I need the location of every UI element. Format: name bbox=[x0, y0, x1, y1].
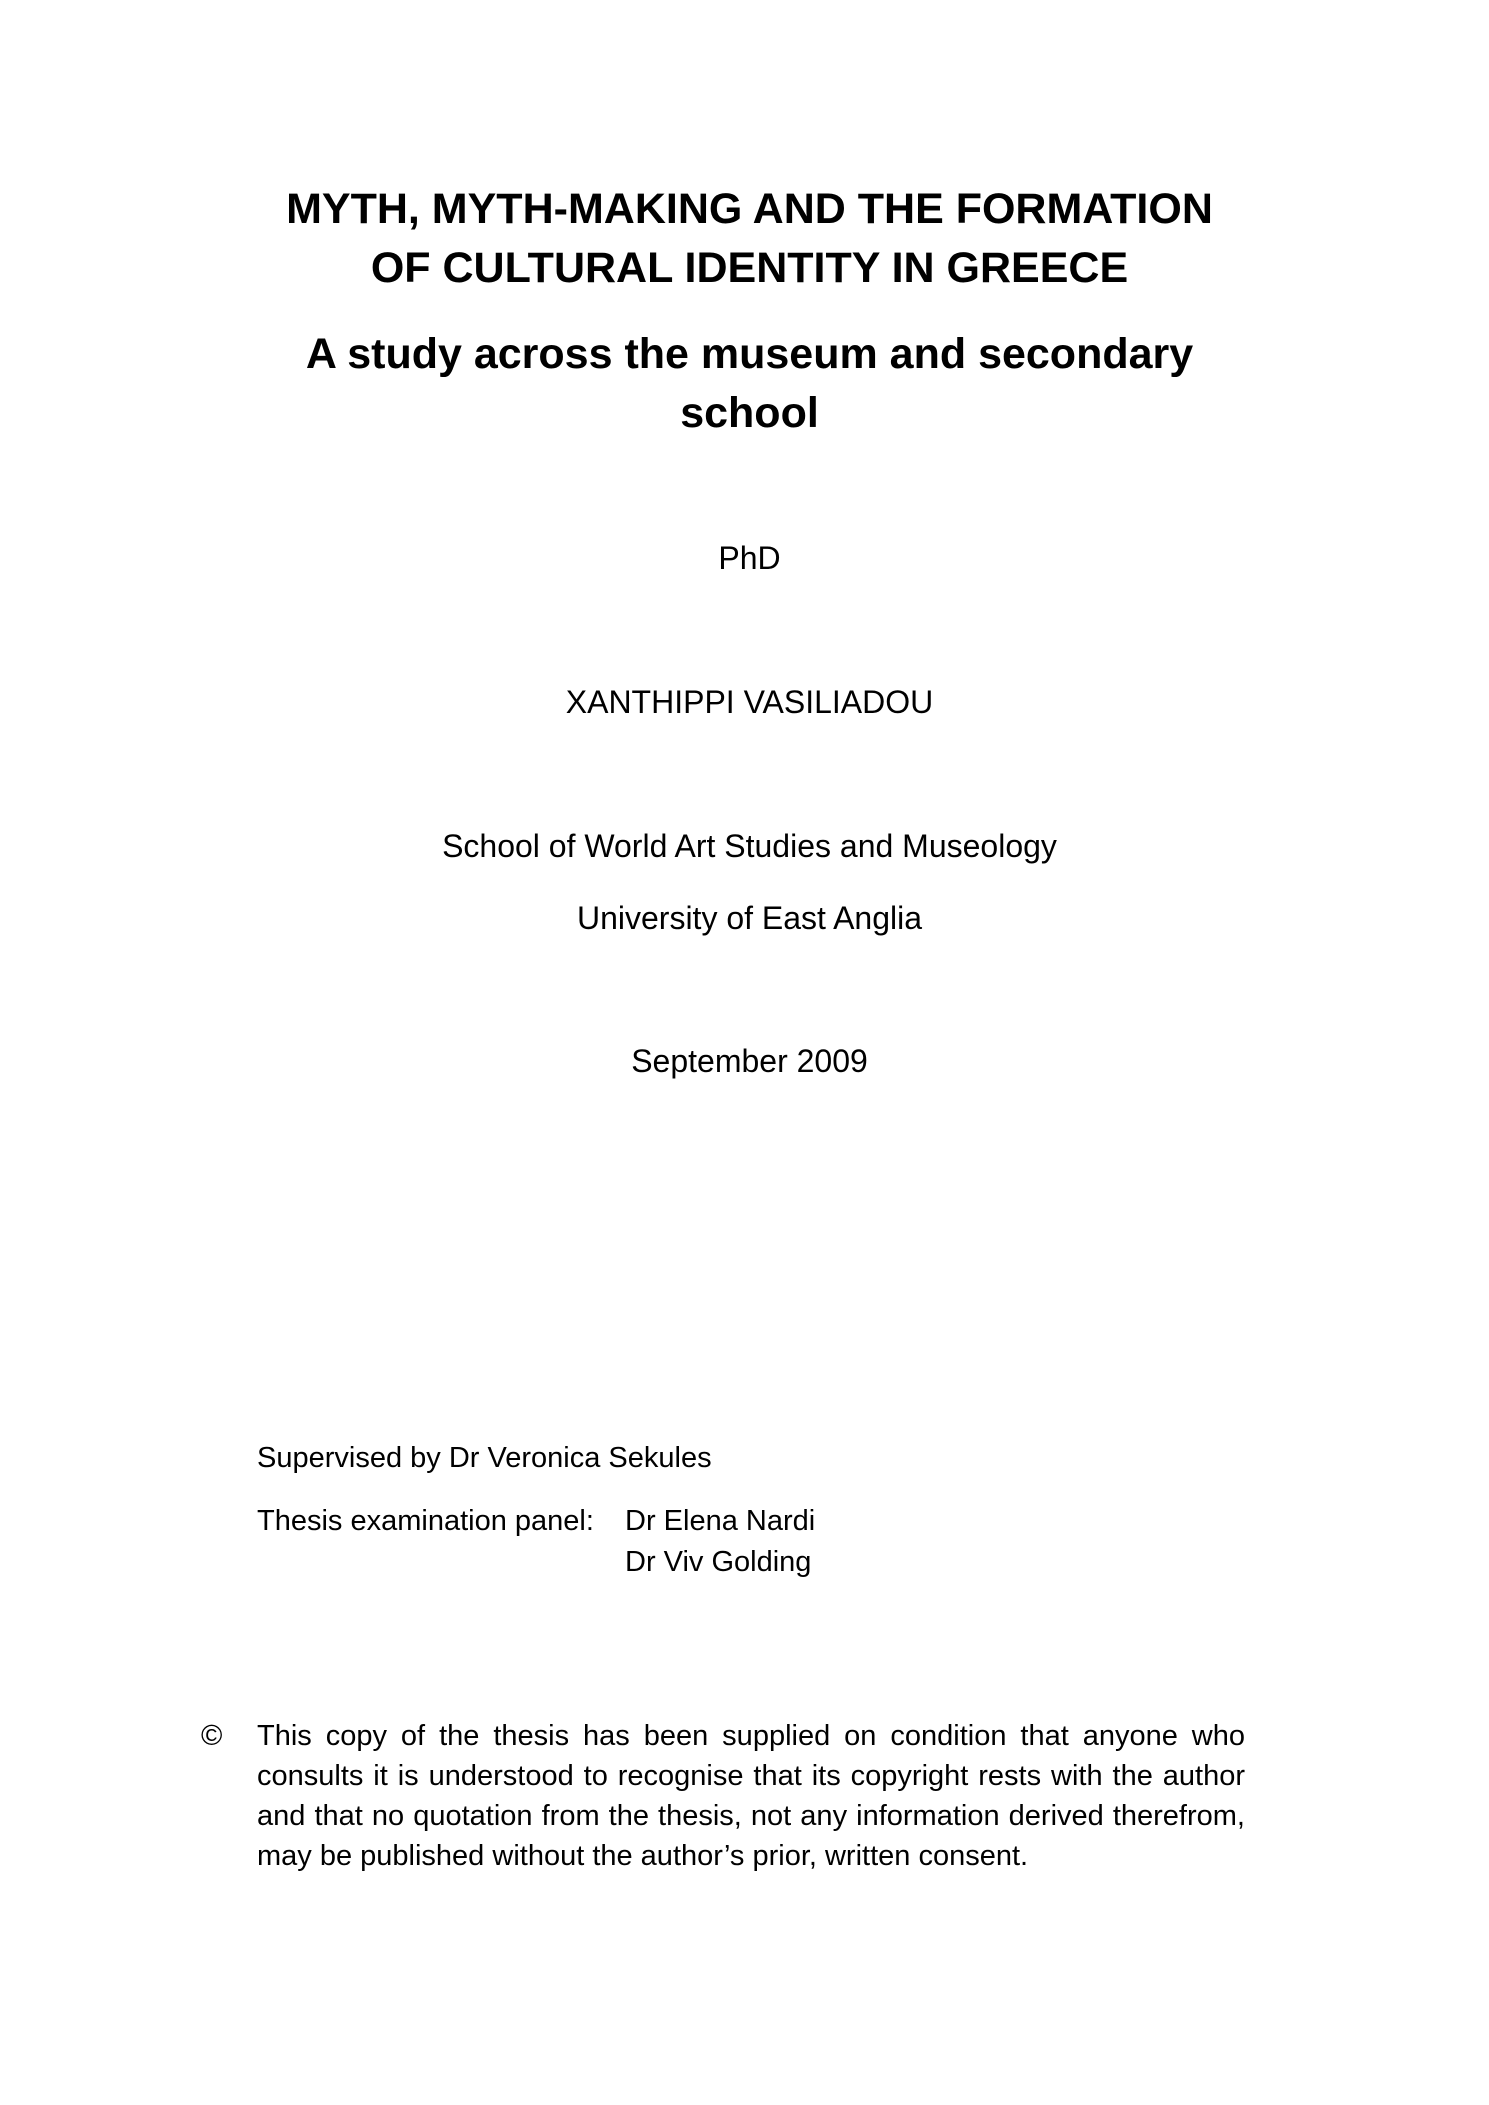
thesis-subtitle-line-2: school bbox=[680, 389, 819, 437]
degree: PhD bbox=[718, 540, 781, 576]
thesis-subtitle-line-1: A study across the museum and secondary bbox=[305, 330, 1194, 378]
school-name: School of World Art Studies and Museology bbox=[442, 828, 1057, 864]
author-name: XANTHIPPI VASILIADOU bbox=[565, 684, 934, 720]
supervisor-line: Supervised by Dr Veronica Sekules bbox=[257, 1442, 712, 1474]
thesis-title-line-1: MYTH, MYTH-MAKING AND THE FORMATION bbox=[286, 185, 1213, 233]
examination-panel-member: Dr Viv Golding bbox=[625, 1546, 812, 1578]
copyright-symbol: © bbox=[201, 1720, 223, 1752]
copyright-notice: This copy of the thesis has been supplied on condition that anyone who consults it is understood to recognise that its copyright rests with the author and that no quotation from the thesis, not any information derived therefrom, may be published without the author’s prior, written consent. bbox=[257, 1720, 1245, 1872]
submission-date: September 2009 bbox=[631, 1043, 868, 1079]
examination-panel-label: Thesis examination panel: bbox=[257, 1505, 594, 1537]
university-name: University of East Anglia bbox=[576, 900, 923, 936]
examination-panel-member: Dr Elena Nardi bbox=[625, 1505, 816, 1537]
thesis-title-line-2: OF CULTURAL IDENTITY IN GREECE bbox=[370, 244, 1129, 292]
